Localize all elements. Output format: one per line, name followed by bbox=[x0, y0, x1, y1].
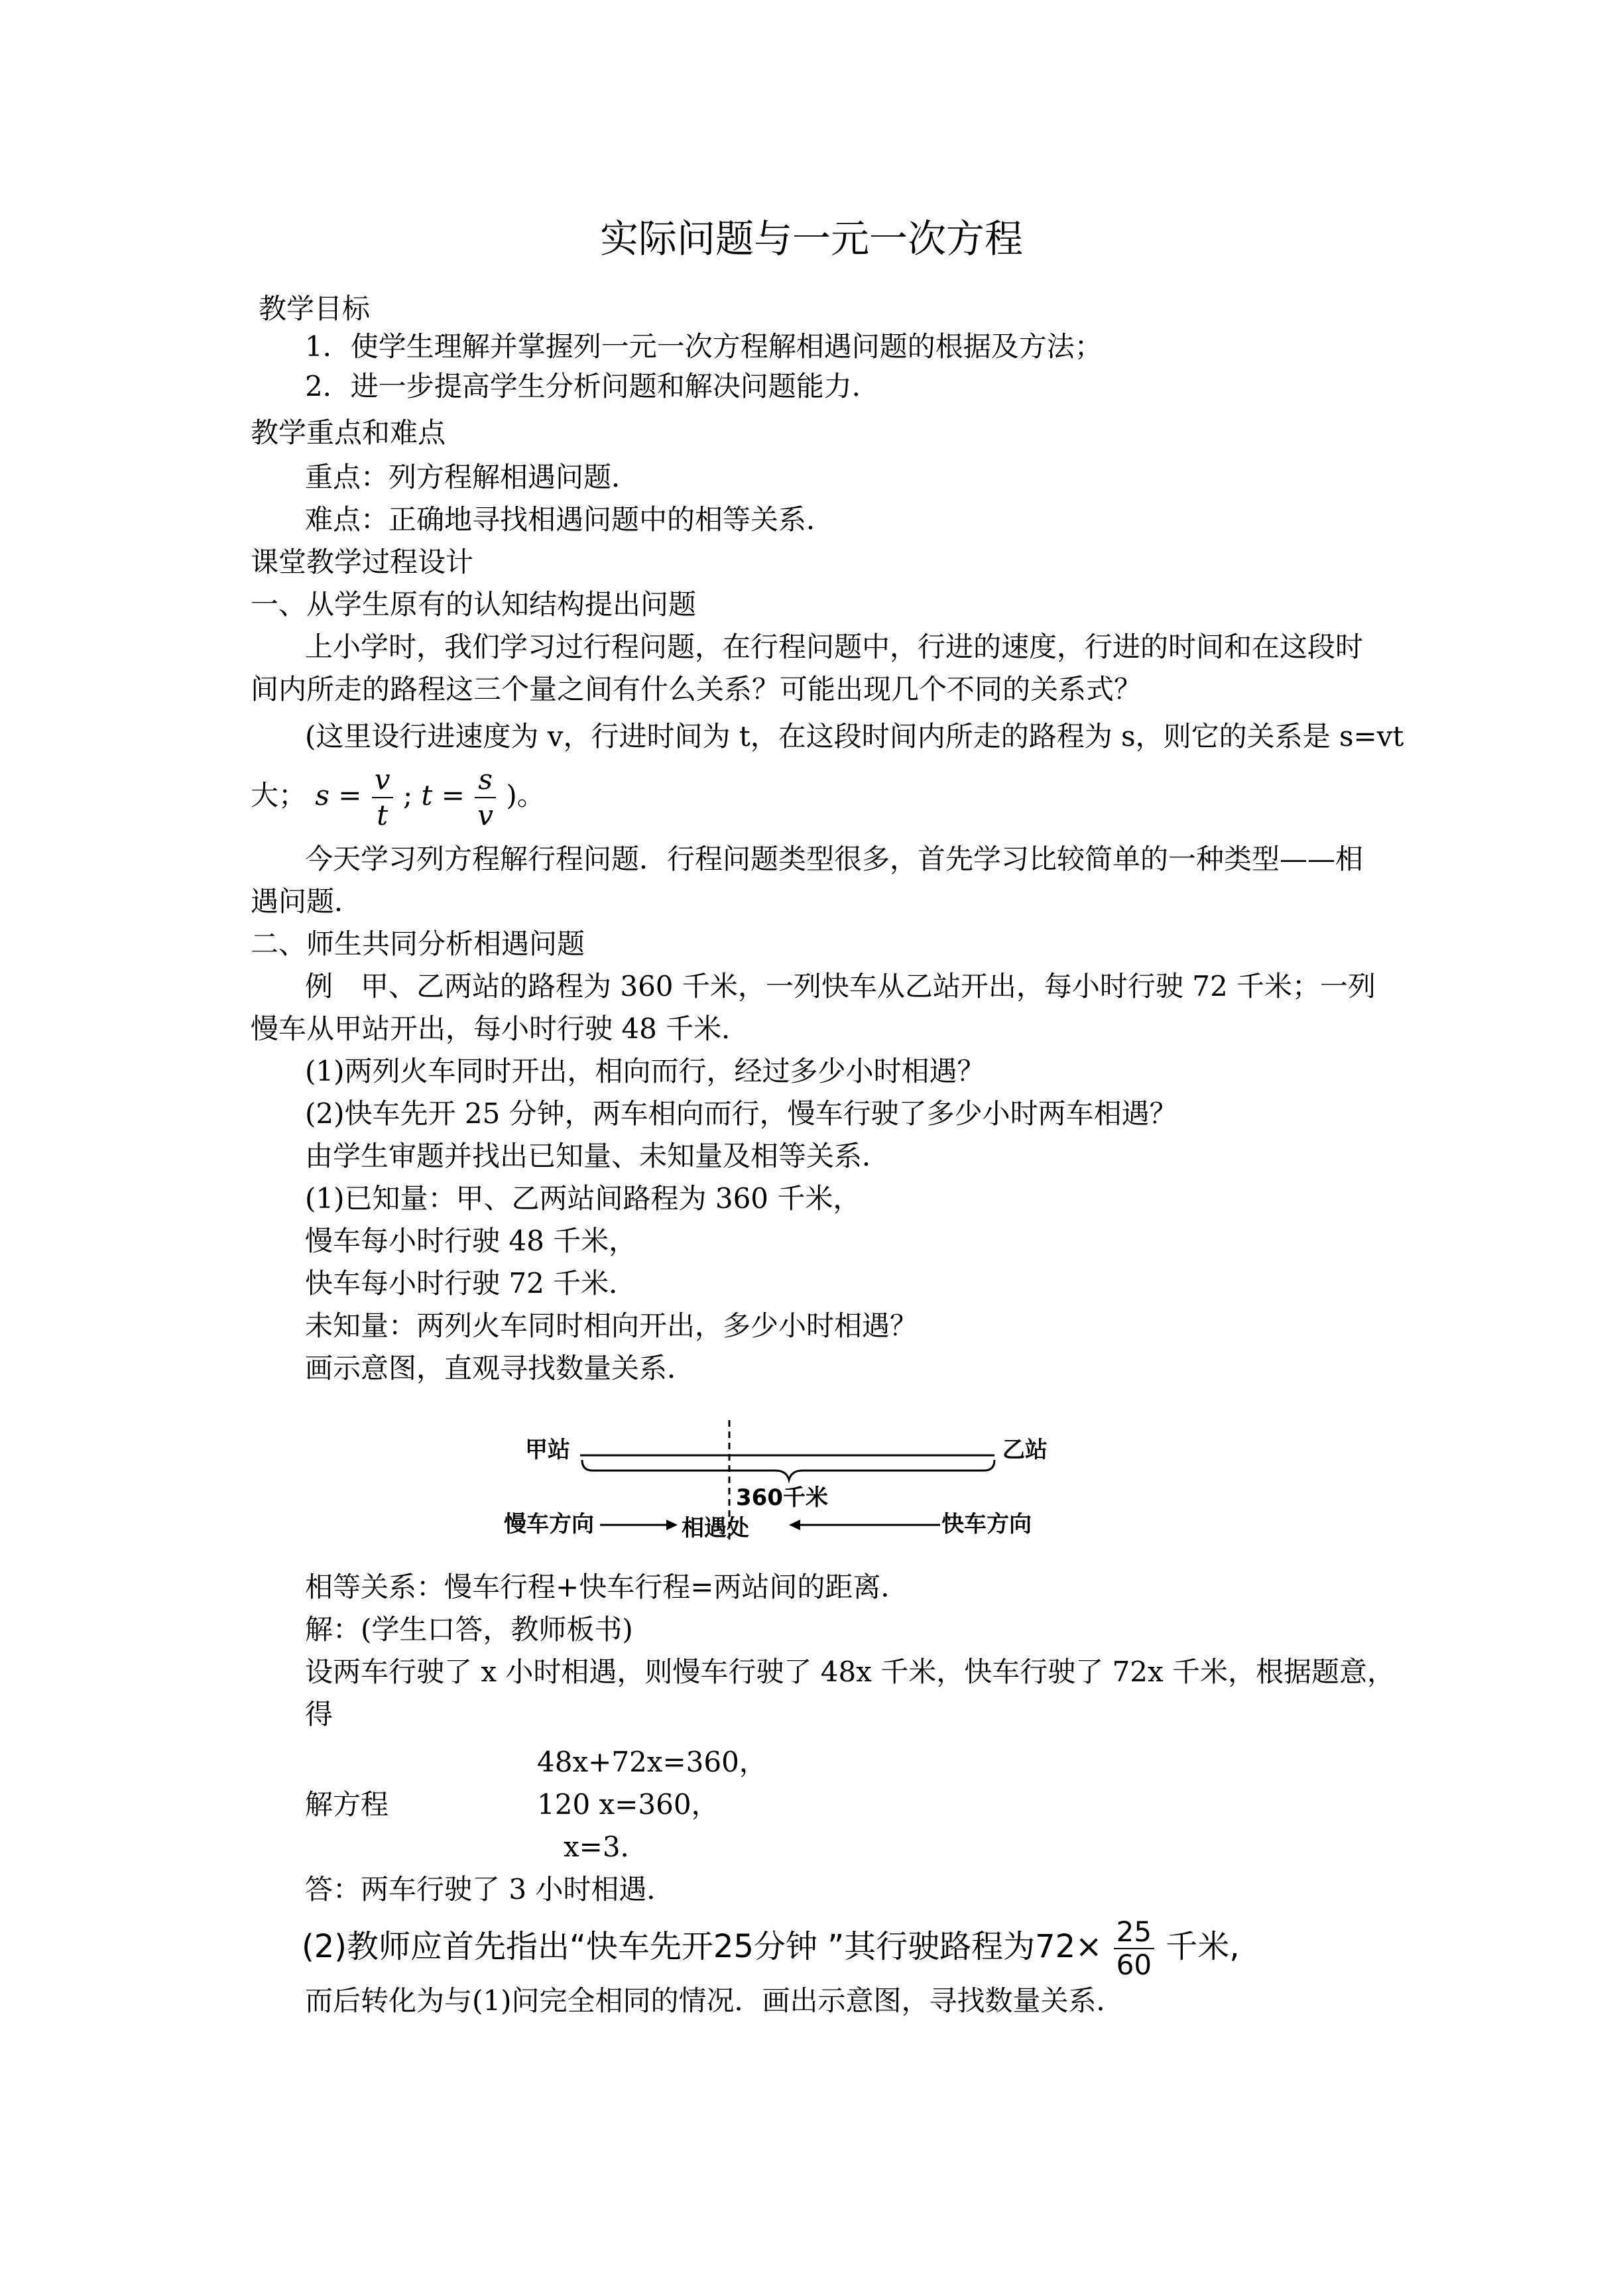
fast-arrow-head bbox=[789, 1520, 800, 1530]
key-difficulty: 难点：正确地寻找相遇问题中的相等关系． bbox=[305, 503, 835, 536]
goals-heading: 教学目标 bbox=[259, 292, 371, 325]
meeting-diagram bbox=[504, 1412, 1087, 1551]
step-3: 慢车每小时行驶 48 千米， bbox=[305, 1225, 637, 1257]
slow-direction-label: 慢车方向 bbox=[504, 1511, 594, 1538]
solve-line: 解：(学生口答，教师板书) bbox=[305, 1613, 633, 1646]
page-title: 实际问题与一元一次方程 bbox=[599, 216, 1023, 261]
formula-end: )。 bbox=[506, 779, 545, 812]
setup-a: 设两车行驶了 x 小时相遇，则慢车行驶了 48x 千米，快车行驶了 72x 千米，根据题意， bbox=[305, 1656, 1396, 1688]
formula-sep: ; bbox=[402, 779, 413, 812]
part2-line bbox=[302, 1916, 1240, 1981]
fraction-numerator: 25 bbox=[1114, 1916, 1154, 1949]
part2-b: 而后转化为与(1)问完全相同的情况．画出示意图，寻找数量关系． bbox=[305, 1984, 1124, 2017]
relation-line: 相等关系：慢车行程+快车行程=两站间的距离． bbox=[305, 1571, 909, 1603]
formula-t: t bbox=[421, 779, 433, 812]
section1-p1a: 上小学时，我们学习过行程问题，在行程问题中，行进的速度，行进的时间和在这段时 bbox=[305, 631, 1364, 663]
equation-3: x=3． bbox=[564, 1831, 648, 1863]
fraction-numerator: s bbox=[475, 762, 496, 798]
step-1: 由学生审题并找出已知量、未知量及相等关系． bbox=[305, 1140, 890, 1172]
fraction-25-over-60 bbox=[1114, 1916, 1154, 1981]
slow-arrow-head bbox=[666, 1520, 678, 1530]
fraction-denominator: t bbox=[377, 799, 389, 831]
step-2: (1)已知量：甲、乙两站间路程为 360 千米， bbox=[305, 1182, 861, 1215]
station-b-label: 乙站 bbox=[1002, 1437, 1048, 1463]
section1-p1b: 间内所走的路程这三个量之间有什么关系？可能出现几个不同的关系式？ bbox=[251, 673, 1142, 705]
step-5: 未知量：两列火车同时相向开出，多少小时相遇？ bbox=[305, 1309, 918, 1342]
section1-heading: 一、从学生原有的认知结构提出问题 bbox=[251, 588, 697, 621]
distance-label: 360千米 bbox=[736, 1484, 828, 1511]
equation-1: 48x+72x=360， bbox=[537, 1746, 767, 1778]
step-6: 画示意图，直观寻找数量关系． bbox=[305, 1352, 695, 1384]
fast-direction-label: 快车方向 bbox=[941, 1511, 1032, 1538]
section2-heading: 二、师生共同分析相遇问题 bbox=[251, 928, 585, 960]
step-4: 快车每小时行驶 72 千米． bbox=[305, 1267, 637, 1299]
fraction-denominator: v bbox=[477, 799, 494, 831]
section1-p3b: 遇问题． bbox=[251, 885, 363, 918]
example-a: 例 甲、乙两站的路程为 360 千米，一列快车从乙站开出，每小时行驶 72 千米；一列 bbox=[305, 970, 1376, 1002]
distance-brace bbox=[582, 1460, 994, 1480]
design-heading: 课堂教学过程设计 bbox=[251, 546, 474, 578]
setup-b: 得 bbox=[305, 1698, 333, 1730]
formula-line bbox=[251, 762, 545, 833]
equation-2: 120 x=360， bbox=[537, 1788, 719, 1821]
section1-p3a: 今天学习列方程解行程问题．行程问题类型很多，首先学习比较简单的一种类型——相 bbox=[305, 843, 1364, 875]
part2-suffix: 千米, bbox=[1166, 1928, 1240, 1965]
fraction-numerator: v bbox=[372, 762, 393, 798]
formula-eq-2: = bbox=[441, 779, 465, 812]
fraction-v-over-t bbox=[372, 762, 393, 833]
solve-equation-label: 解方程 bbox=[305, 1788, 389, 1821]
question-2: (2)快车先开 25 分钟，两车相向而行，慢车行驶了多少小时两车相遇？ bbox=[305, 1097, 1177, 1130]
goal-1: 1．使学生理解并掌握列一元一次方程解相遇问题的根据及方法； bbox=[305, 330, 1103, 363]
fraction-denominator: 60 bbox=[1116, 1949, 1152, 1981]
key-heading: 教学重点和难点 bbox=[251, 416, 446, 449]
question-1: (1)两列火车同时开出，相向而行，经过多少小时相遇？ bbox=[305, 1055, 985, 1087]
example-b: 慢车从甲站开出，每小时行驶 48 千米． bbox=[251, 1012, 750, 1045]
key-focus: 重点：列方程解相遇问题． bbox=[305, 461, 640, 493]
fraction-s-over-v bbox=[475, 762, 496, 833]
meeting-label: 相遇处 bbox=[682, 1515, 749, 1541]
goal-2: 2．进一步提高学生分析问题和解决问题能力． bbox=[305, 370, 880, 402]
part2-prefix: (2)教师应首先指出“快车先开25分钟 ”其行驶路程为72× bbox=[302, 1928, 1103, 1965]
section1-p2a: (这里设行进速度为 v，行进时间为 t，在这段时间内所走的路程为 s，则它的关系是 s=vt bbox=[305, 720, 1404, 753]
station-a-label: 甲站 bbox=[525, 1437, 570, 1463]
formula-eq: = bbox=[338, 779, 362, 812]
answer-line: 答：两车行驶了 3 小时相遇． bbox=[305, 1873, 675, 1905]
formula-s: s bbox=[315, 779, 330, 812]
formula-prefix: 大； bbox=[251, 779, 307, 812]
